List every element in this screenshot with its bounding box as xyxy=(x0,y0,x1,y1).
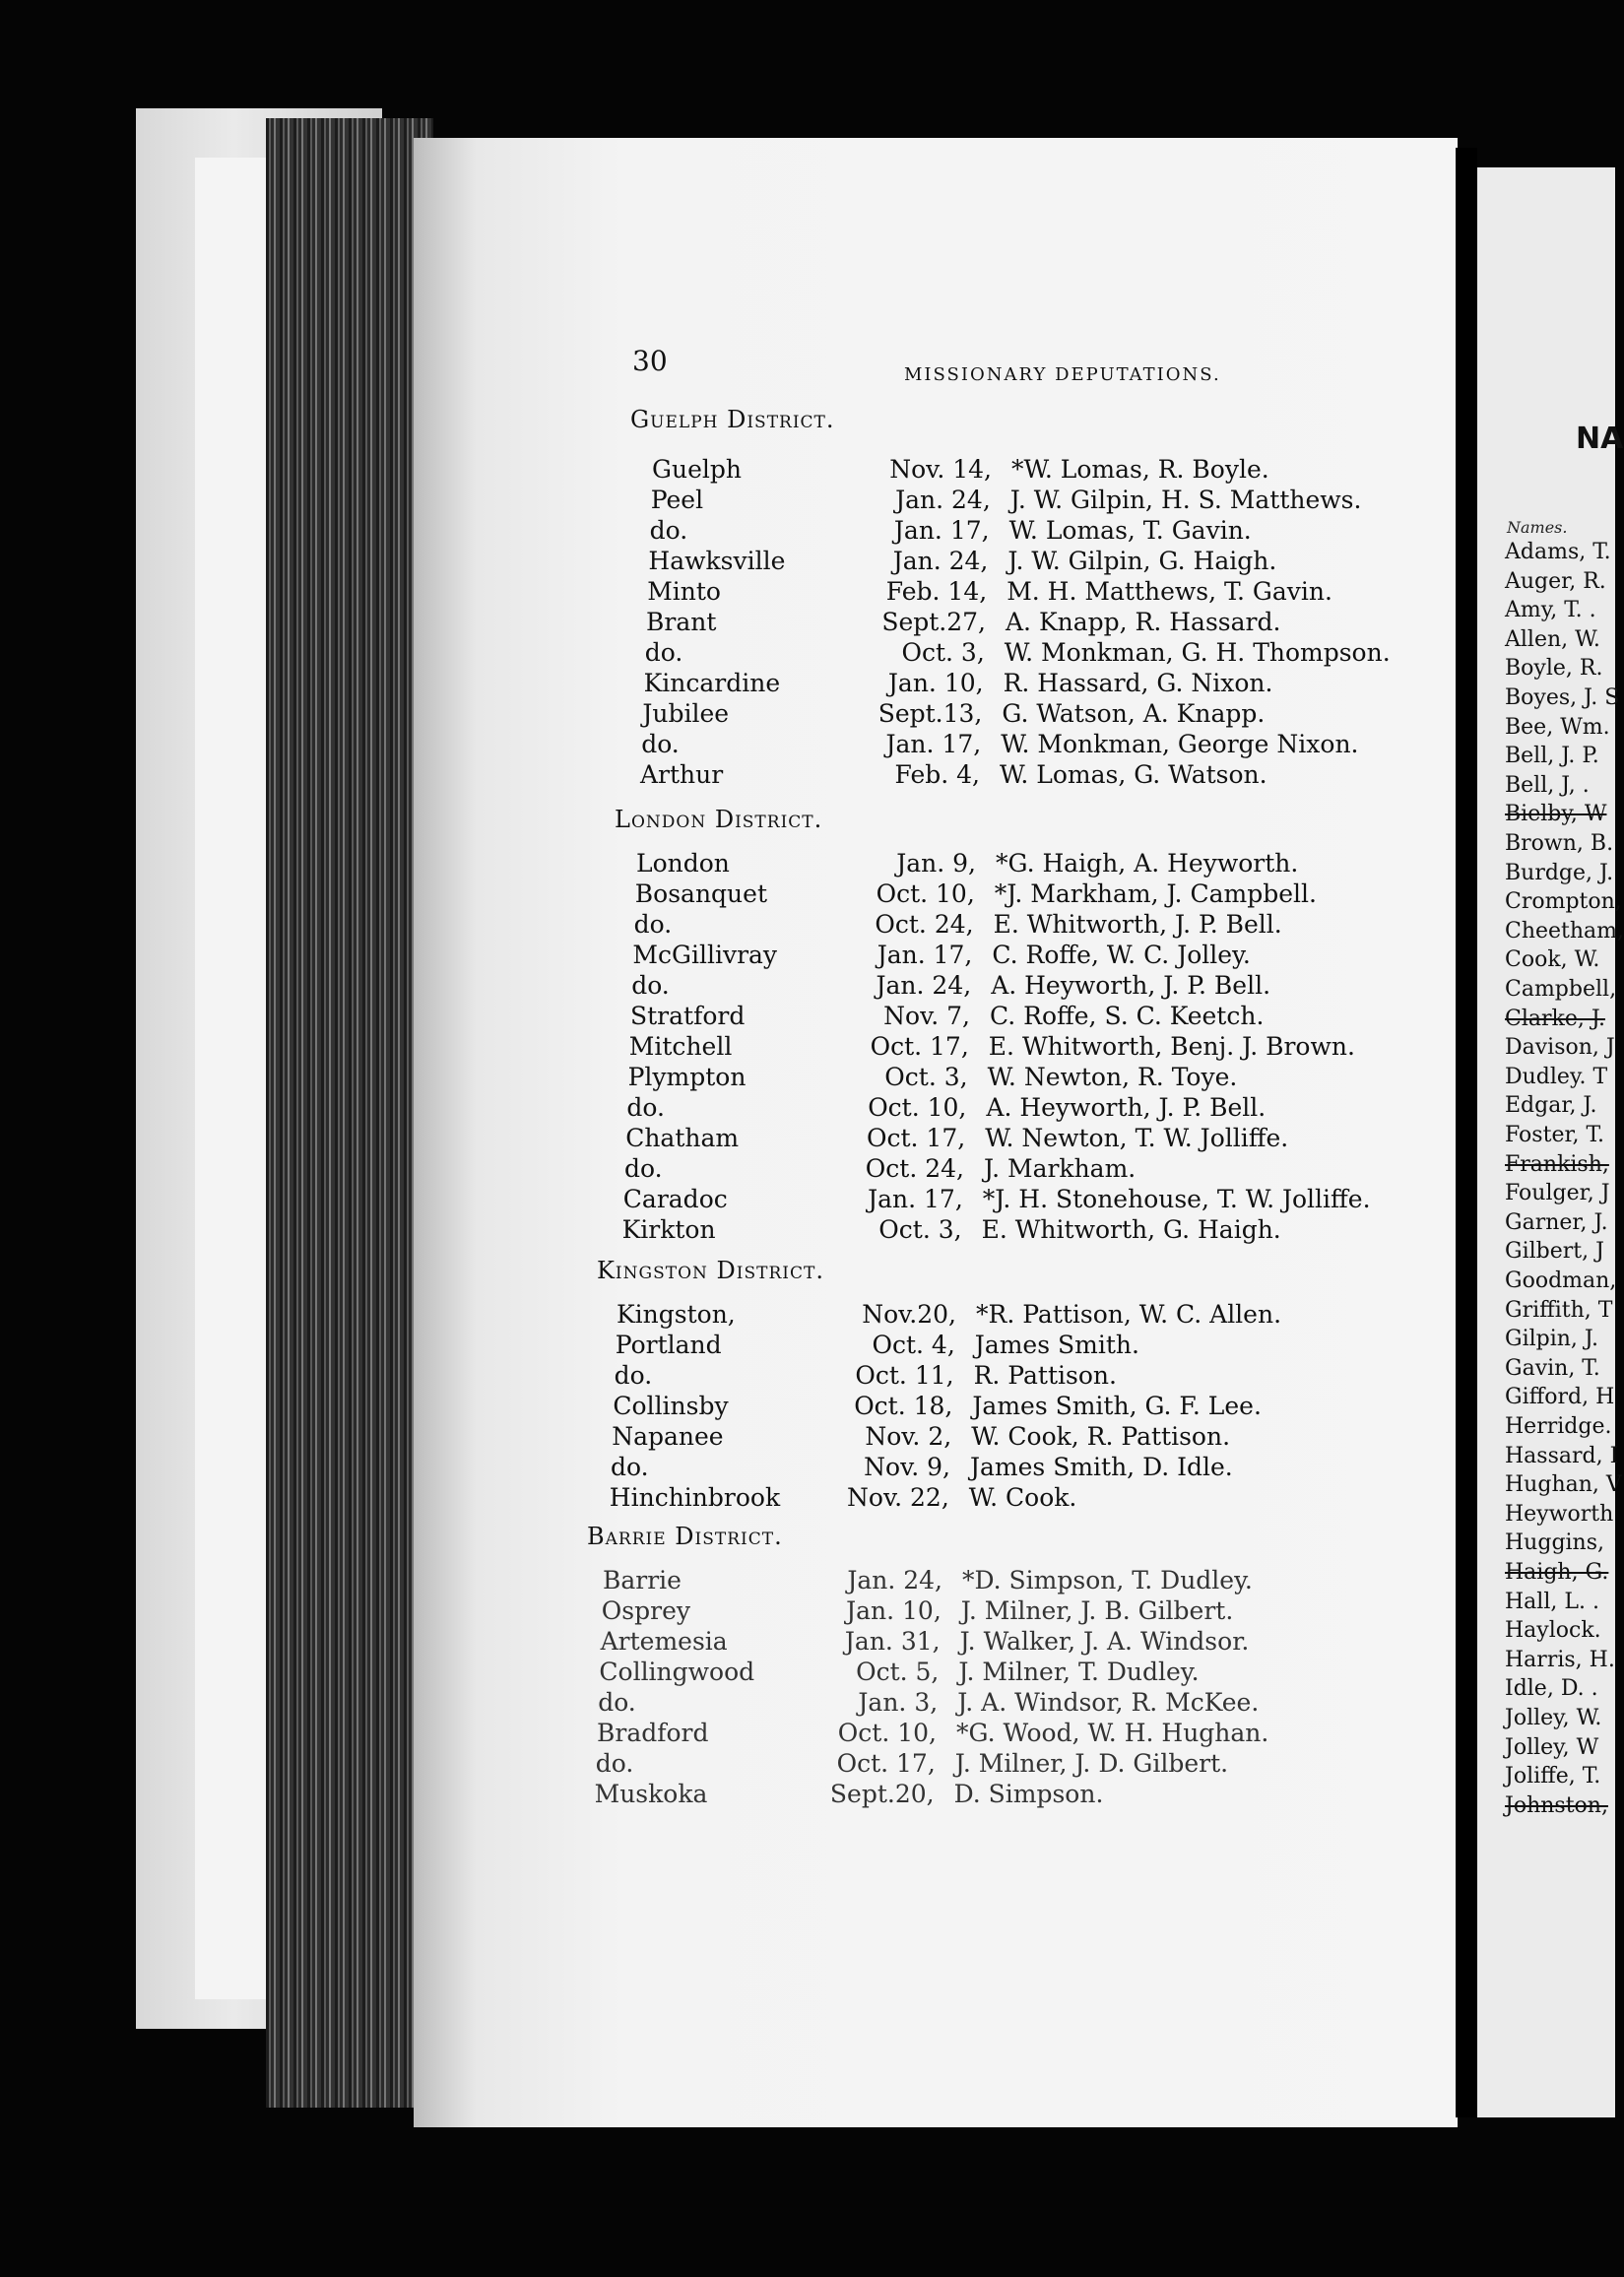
facing-name-entry: Hall, L. . xyxy=(1505,1589,1599,1614)
facing-name-entry: Goodman, xyxy=(1505,1269,1617,1293)
facing-name-entry: Bee, Wm. xyxy=(1505,714,1610,740)
district-heading: Barrie District. xyxy=(587,1523,783,1550)
date: Jan. 10, xyxy=(846,1596,942,1625)
deputation-names: G. Watson, A. Knapp. xyxy=(1002,699,1266,728)
date: Oct. 10, xyxy=(876,879,975,908)
facing-subheading: Names. xyxy=(1507,518,1568,537)
district-heading: London District. xyxy=(615,806,823,833)
deputation-names: W. Cook, R. Pattison. xyxy=(971,1422,1231,1451)
place-name: do. xyxy=(598,1688,636,1717)
deputation-names: J. W. Gilpin, G. Haigh. xyxy=(1007,547,1277,575)
date: Nov. 2, xyxy=(865,1422,952,1451)
date: Sept.13, xyxy=(877,699,983,728)
deputation-entry xyxy=(631,971,1270,1000)
deputation-names: C. Roffe, W. C. Jolley. xyxy=(992,941,1251,969)
date: Oct. 4, xyxy=(872,1331,955,1359)
facing-name-entry: Gifford, H xyxy=(1505,1385,1615,1410)
place-name: Stratford xyxy=(630,1002,746,1030)
date: Sept.20, xyxy=(829,1780,935,1808)
facing-name-entry: Haigh, G. xyxy=(1505,1560,1609,1585)
place-name: Peel xyxy=(650,486,704,514)
place-name: Muskoka xyxy=(594,1780,708,1808)
place-name: Mitchell xyxy=(628,1032,733,1061)
facing-name-entry: Auger, R. xyxy=(1505,568,1606,594)
page-number: 30 xyxy=(632,345,668,377)
date: Feb. 14, xyxy=(885,577,988,606)
date: Oct. 3, xyxy=(884,1063,968,1091)
date: Jan. 3, xyxy=(858,1688,939,1717)
facing-name-entry: Edgar, J. xyxy=(1505,1093,1597,1119)
date: Jan. 17, xyxy=(893,516,990,545)
date: Jan. 24, xyxy=(892,547,989,575)
deputation-names: W. Monkman, George Nixon. xyxy=(1001,730,1359,758)
deputation-entry xyxy=(616,1331,1139,1359)
deputation-entry xyxy=(598,1688,1259,1717)
deputation-names: A. Heyworth, J. P. Bell. xyxy=(986,1093,1267,1122)
facing-name-entry: Hughan, V xyxy=(1505,1472,1622,1498)
deputation-entry xyxy=(611,1453,1233,1481)
date: Feb. 4, xyxy=(894,760,980,789)
facing-name-entry: Joliffe, T. xyxy=(1505,1764,1601,1789)
place-name: Collinsby xyxy=(613,1392,729,1420)
deputation-names: J. Milner, T. Dudley. xyxy=(958,1658,1200,1686)
date: Oct. 24, xyxy=(875,910,974,939)
district-heading: Kingston District. xyxy=(597,1257,824,1284)
deputation-names: W. Newton, T. W. Jolliffe. xyxy=(985,1124,1289,1152)
facing-name-entry: Jolley, W. xyxy=(1505,1706,1602,1730)
deputation-names: James Smith, G. F. Lee. xyxy=(972,1392,1262,1420)
place-name: Artemesia xyxy=(600,1627,728,1656)
date: Nov. 7, xyxy=(883,1002,970,1030)
book-edge xyxy=(266,118,433,2108)
deputation-names: J. W. Gilpin, H. S. Matthews. xyxy=(1009,486,1362,514)
deputation-names: M. H. Matthews, T. Gavin. xyxy=(1007,577,1332,606)
deputation-entry xyxy=(644,669,1273,697)
deputation-names: *J. H. Stonehouse, T. W. Jolliffe. xyxy=(982,1185,1371,1213)
place-name: Hawksville xyxy=(648,547,786,575)
deputation-entry xyxy=(647,577,1332,606)
facing-name-entry: Crompton, xyxy=(1505,889,1622,915)
deputation-entry xyxy=(601,1627,1250,1656)
deputation-names: W. Lomas, G. Watson. xyxy=(1000,760,1267,789)
deputation-entry xyxy=(610,1483,1077,1512)
deputation-entry xyxy=(651,486,1362,514)
deputation-entry xyxy=(626,1093,1266,1122)
date: Oct. 5, xyxy=(856,1658,940,1686)
date: Oct. 3, xyxy=(878,1215,962,1244)
facing-name-entry: Harris, H. xyxy=(1505,1647,1615,1672)
deputation-names: J. Milner, J. D. Gilbert. xyxy=(954,1749,1229,1778)
deputation-names: W. Newton, R. Toye. xyxy=(987,1063,1238,1091)
date: Jan. 9, xyxy=(896,849,976,878)
date: Jan. 17, xyxy=(885,730,982,758)
deputation-names: *W. Lomas, R. Boyle. xyxy=(1011,455,1269,484)
deputation-names: E. Whitworth, G. Haigh. xyxy=(981,1215,1281,1244)
facing-name-entry: Boyes, J. S xyxy=(1505,685,1620,710)
date: Jan. 17, xyxy=(868,1185,963,1213)
place-name: Bosanquet xyxy=(634,879,768,908)
deputation-names: A. Heyworth, J. P. Bell. xyxy=(991,971,1271,1000)
facing-name-entry: Johnston, xyxy=(1505,1792,1608,1818)
facing-name-entry: Griffith, T xyxy=(1505,1297,1613,1323)
facing-name-entry: Gilbert, J xyxy=(1505,1239,1604,1265)
deputation-entry xyxy=(650,516,1252,545)
place-name: Kirkton xyxy=(621,1215,716,1244)
deputation-entry xyxy=(646,608,1280,636)
place-name: do. xyxy=(614,1361,653,1390)
deputation-entry xyxy=(623,1185,1371,1213)
deputation-entry xyxy=(652,455,1269,484)
date: Oct. 17, xyxy=(866,1124,966,1152)
facing-name-entry: Gilpin, J. xyxy=(1505,1327,1599,1352)
deputation-names: James Smith. xyxy=(974,1331,1139,1359)
facing-name-entry: Herridge. xyxy=(1505,1414,1612,1439)
place-name: Osprey xyxy=(601,1596,690,1625)
deputation-names: *G. Wood, W. H. Hughan. xyxy=(956,1719,1269,1747)
district-heading: Guelph District. xyxy=(630,406,835,433)
place-name: Guelph xyxy=(652,455,742,484)
place-name: Hinchinbrook xyxy=(609,1483,781,1512)
deputation-entry xyxy=(603,1566,1253,1594)
deputation-entry xyxy=(595,1780,1104,1808)
facing-name-entry: Hassard, I xyxy=(1505,1443,1619,1468)
date: Jan. 24, xyxy=(876,971,972,1000)
facing-name-entry: Cook, W. xyxy=(1505,947,1600,973)
date: Oct. 17, xyxy=(836,1749,936,1778)
deputation-entry xyxy=(615,1361,1117,1390)
place-name: Barrie xyxy=(603,1566,682,1594)
facing-name-entry: Davison, J xyxy=(1505,1035,1615,1061)
date: Nov. 14, xyxy=(889,455,992,484)
deputation-names: W. Lomas, T. Gavin. xyxy=(1008,516,1252,545)
deputation-entry xyxy=(645,638,1391,667)
deputation-names: D. Simpson. xyxy=(953,1780,1104,1808)
deputation-names: E. Whitworth, Benj. J. Brown. xyxy=(988,1032,1355,1061)
facing-name-entry: Huggins, xyxy=(1505,1530,1605,1556)
deputation-names: J. Milner, J. B. Gilbert. xyxy=(960,1596,1234,1625)
facing-name-entry: Garner, J. xyxy=(1505,1209,1608,1235)
facing-name-entry: Cheetham, xyxy=(1505,918,1624,943)
place-name: Plympton xyxy=(627,1063,747,1091)
place-name: do. xyxy=(626,1093,665,1122)
date: Jan. 10, xyxy=(887,669,984,697)
facing-name-entry: Foster, T. xyxy=(1505,1123,1604,1147)
place-name: McGillivray xyxy=(632,941,778,969)
facing-heading: NA xyxy=(1576,422,1624,456)
facing-name-entry: Clarke, J. xyxy=(1505,1006,1605,1031)
place-name: do. xyxy=(649,516,688,545)
date: Sept.27, xyxy=(881,608,986,636)
facing-name-entry: Bell, J, . xyxy=(1505,772,1590,798)
place-name: do. xyxy=(641,730,680,758)
deputation-entry xyxy=(632,941,1250,969)
deputation-entry xyxy=(597,1719,1268,1747)
deputation-names: W. Cook. xyxy=(968,1483,1077,1512)
place-name: Jubilee xyxy=(642,699,730,728)
deputation-names: James Smith, D. Idle. xyxy=(970,1453,1233,1481)
facing-name-entry: Frankish, xyxy=(1505,1151,1609,1177)
deputation-entry xyxy=(636,849,1298,878)
deputation-names: W. Monkman, G. H. Thompson. xyxy=(1004,638,1391,667)
facing-name-entry: Foulger, J xyxy=(1505,1181,1610,1206)
place-name: do. xyxy=(624,1154,663,1183)
place-name: do. xyxy=(611,1453,649,1481)
deputation-names: R. Pattison. xyxy=(973,1361,1117,1390)
place-name: do. xyxy=(595,1749,634,1778)
deputation-names: C. Roffe, S. C. Keetch. xyxy=(990,1002,1265,1030)
date: Oct. 10, xyxy=(837,1719,937,1747)
facing-name-entry: Dudley. T xyxy=(1505,1064,1608,1089)
date: Jan. 24, xyxy=(847,1566,942,1594)
date: Oct. 11, xyxy=(855,1361,954,1390)
date: Oct. 3, xyxy=(901,638,985,667)
place-name: Kingston, xyxy=(617,1300,736,1329)
place-name: Chatham xyxy=(625,1124,740,1152)
date: Oct. 18, xyxy=(854,1392,953,1420)
place-name: do. xyxy=(644,638,683,667)
deputation-names: A. Knapp, R. Hassard. xyxy=(1006,608,1281,636)
deputation-entry xyxy=(648,547,1276,575)
facing-name-entry: Brown, B. xyxy=(1505,831,1614,856)
deputation-entry xyxy=(613,1392,1262,1420)
deputation-entry xyxy=(624,1154,1136,1183)
date: Nov. 22, xyxy=(847,1483,949,1512)
place-name: London xyxy=(636,849,730,878)
deputation-entry xyxy=(628,1063,1238,1091)
place-name: Brant xyxy=(646,608,717,636)
deputation-names: *J. Markham, J. Campbell. xyxy=(994,879,1317,908)
date: Oct. 24, xyxy=(865,1154,964,1183)
deputation-names: J. A. Windsor, R. McKee. xyxy=(957,1688,1260,1717)
facing-name-entry: Bell, J. P. xyxy=(1505,744,1599,769)
deputation-entry xyxy=(641,730,1358,758)
place-name: Bradford xyxy=(597,1719,709,1747)
deputation-names: *D. Simpson, T. Dudley. xyxy=(962,1566,1253,1594)
deputation-names: *G. Haigh, A. Heyworth. xyxy=(996,849,1299,878)
place-name: do. xyxy=(631,971,670,1000)
facing-name-entry: Haylock. xyxy=(1505,1618,1601,1644)
place-name: Collingwood xyxy=(599,1658,755,1686)
place-name: Minto xyxy=(647,577,721,606)
date: Jan. 17, xyxy=(877,941,973,969)
facing-name-entry: Allen, W. xyxy=(1505,626,1600,652)
gutter xyxy=(1456,148,1477,2117)
deputation-names: *R. Pattison, W. C. Allen. xyxy=(976,1300,1282,1329)
date: Oct. 10, xyxy=(868,1093,967,1122)
deputation-names: R. Hassard, G. Nixon. xyxy=(1003,669,1273,697)
date: Nov. 9, xyxy=(864,1453,950,1481)
deputation-entry xyxy=(634,910,1282,939)
deputation-entry xyxy=(630,1002,1264,1030)
deputation-entry xyxy=(625,1124,1288,1152)
date: Oct. 17, xyxy=(870,1032,969,1061)
facing-name-entry: Burdge, J. xyxy=(1505,860,1614,885)
place-name: Caradoc xyxy=(622,1185,728,1213)
deputation-entry xyxy=(635,879,1317,908)
facing-name-entry: Gavin, T. xyxy=(1505,1355,1600,1381)
deputation-entry xyxy=(596,1749,1228,1778)
facing-name-entry: Adams, T. xyxy=(1505,540,1611,564)
facing-name-entry: Jolley, W xyxy=(1505,1734,1599,1760)
deputation-entry xyxy=(612,1422,1230,1451)
deputation-entry xyxy=(629,1032,1355,1061)
place-name: Napanee xyxy=(612,1422,724,1451)
facing-name-entry: Heyworth xyxy=(1505,1501,1614,1527)
facing-name-entry: Campbell, xyxy=(1505,977,1617,1002)
running-head: MISSIONARY DEPUTATIONS. xyxy=(904,364,1221,385)
deputation-entry xyxy=(642,699,1265,728)
place-name: Portland xyxy=(615,1331,722,1359)
deputation-entry xyxy=(640,760,1267,789)
facing-name-entry: Boyle, R. xyxy=(1505,656,1603,682)
deputation-entry xyxy=(602,1596,1234,1625)
facing-name-entry: Bielby, W xyxy=(1505,802,1607,827)
date: Nov.20, xyxy=(862,1300,956,1329)
deputation-entry xyxy=(622,1215,1281,1244)
deputation-names: J. Markham. xyxy=(984,1154,1137,1183)
deputation-names: J. Walker, J. A. Windsor. xyxy=(959,1627,1250,1656)
place-name: Kincardine xyxy=(643,669,781,697)
deputation-entry xyxy=(599,1658,1199,1686)
deputation-names: E. Whitworth, J. P. Bell. xyxy=(993,910,1282,939)
deputation-entry xyxy=(617,1300,1281,1329)
facing-name-entry: Amy, T. . xyxy=(1505,598,1596,623)
facing-name-entry: Idle, D. . xyxy=(1505,1676,1598,1702)
place-name: do. xyxy=(633,910,673,939)
date: Jan. 24, xyxy=(895,486,991,514)
date: Jan. 31, xyxy=(844,1627,941,1656)
place-name: Arthur xyxy=(640,760,724,789)
